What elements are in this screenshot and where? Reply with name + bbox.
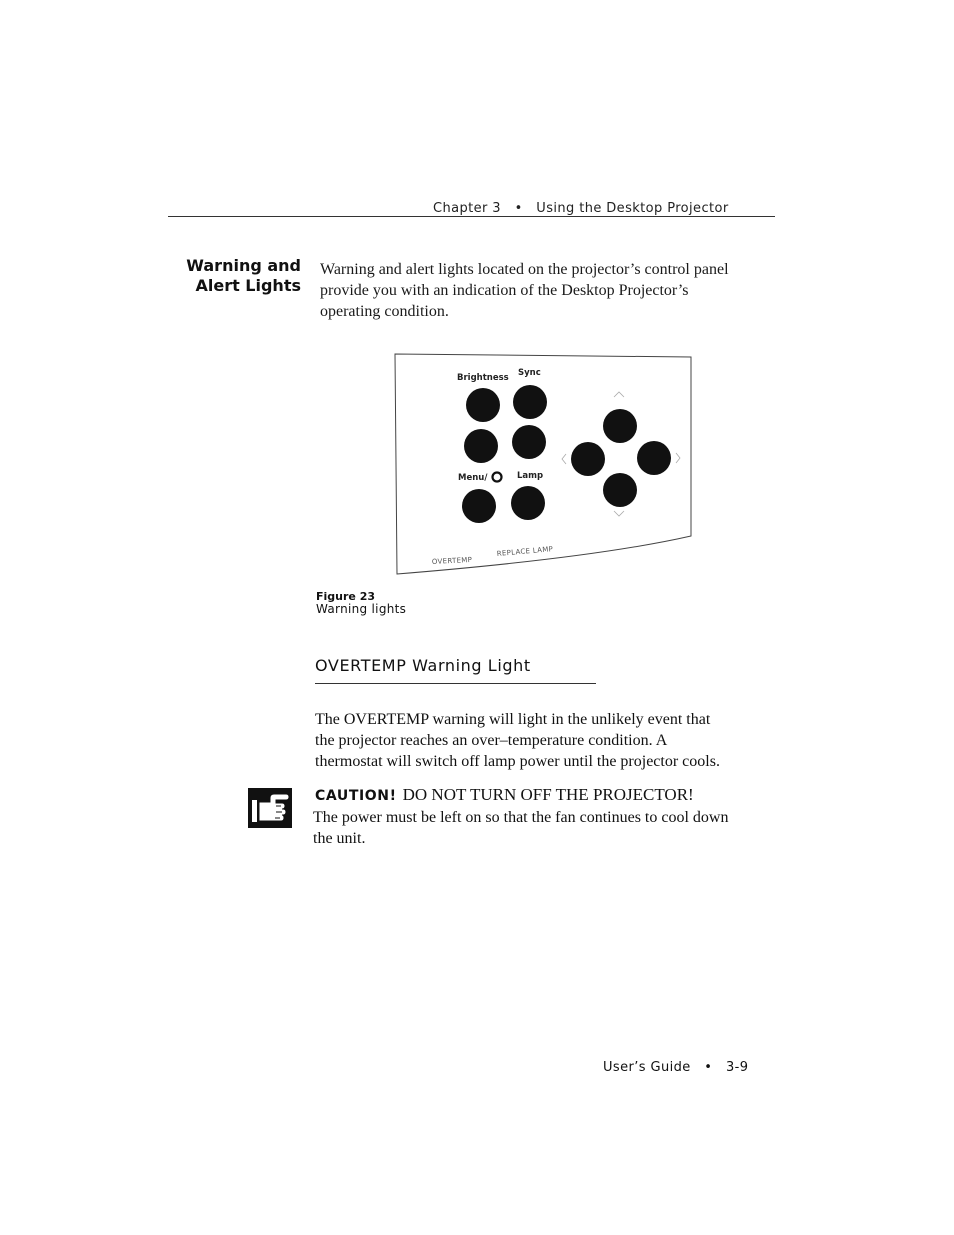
brightness-down-button (464, 429, 498, 463)
caution-body-line-2: the unit. (313, 830, 366, 847)
right-button (637, 441, 671, 475)
caution-label: CAUTION! (315, 788, 397, 804)
menu-button (462, 489, 496, 523)
down-button (603, 473, 637, 507)
caution-line (315, 785, 694, 805)
section-heading-line-1: Warning and (186, 256, 301, 275)
subsection-heading: OVERTEMP Warning Light (315, 656, 531, 675)
running-header (433, 201, 729, 216)
chapter-title: Using the Desktop Projector (536, 201, 729, 216)
page-footer (603, 1060, 748, 1075)
caution-headline: DO NOT TURN OFF THE PROJECTOR! (402, 785, 694, 804)
overtemp-line-2: the projector reaches an over–temperature condition. A (315, 732, 668, 749)
control-panel-figure (394, 353, 694, 578)
lamp-button (511, 486, 545, 520)
intro-line-1: Warning and alert lights located on the projector’s control panel (320, 261, 729, 278)
up-arrow-icon (614, 392, 624, 397)
left-arrow-icon (562, 454, 566, 464)
menu-label: Menu/ (458, 473, 488, 483)
guide-label: User’s Guide (603, 1060, 691, 1075)
brightness-label: Brightness (457, 373, 509, 383)
header-separator: • (514, 201, 523, 216)
sync-label: Sync (518, 368, 541, 378)
figure-caption: Warning lights (316, 602, 407, 616)
down-arrow-icon (614, 511, 624, 516)
overtemp-line-3: thermostat will switch off lamp power until the projector cools. (315, 753, 720, 770)
caution-body-line-1: The power must be left on so that the fan continues to cool down (313, 809, 729, 826)
intro-paragraph (320, 259, 770, 322)
left-button (571, 442, 605, 476)
brightness-up-button (466, 388, 500, 422)
header-rule (168, 216, 775, 217)
subsection-rule (315, 683, 596, 684)
intro-line-3: operating condition. (320, 303, 449, 320)
chapter-label: Chapter 3 (433, 201, 501, 216)
overtemp-line-1: The OVERTEMP warning will light in the unlikely event that (315, 711, 711, 728)
replace-lamp-light-label: REPLACE LAMP (496, 545, 554, 558)
sync-down-button (512, 425, 546, 459)
lamp-label: Lamp (517, 471, 544, 481)
figure-number: Figure 23 (316, 590, 376, 603)
sync-up-button (513, 385, 547, 419)
menu-indicator-icon (493, 473, 502, 482)
overtemp-paragraph (315, 709, 765, 772)
page-number: 3-9 (725, 1060, 749, 1075)
intro-line-2: provide you with an indication of the Desktop Projector’s (320, 282, 689, 299)
section-heading (170, 256, 301, 296)
section-heading-line-2: Alert Lights (195, 276, 301, 295)
right-arrow-icon (676, 453, 680, 463)
footer-separator: • (704, 1060, 713, 1075)
overtemp-light-label: OVERTEMP (431, 555, 473, 566)
pointing-hand-icon (248, 788, 292, 828)
caution-body (313, 807, 773, 849)
up-button (603, 409, 637, 443)
